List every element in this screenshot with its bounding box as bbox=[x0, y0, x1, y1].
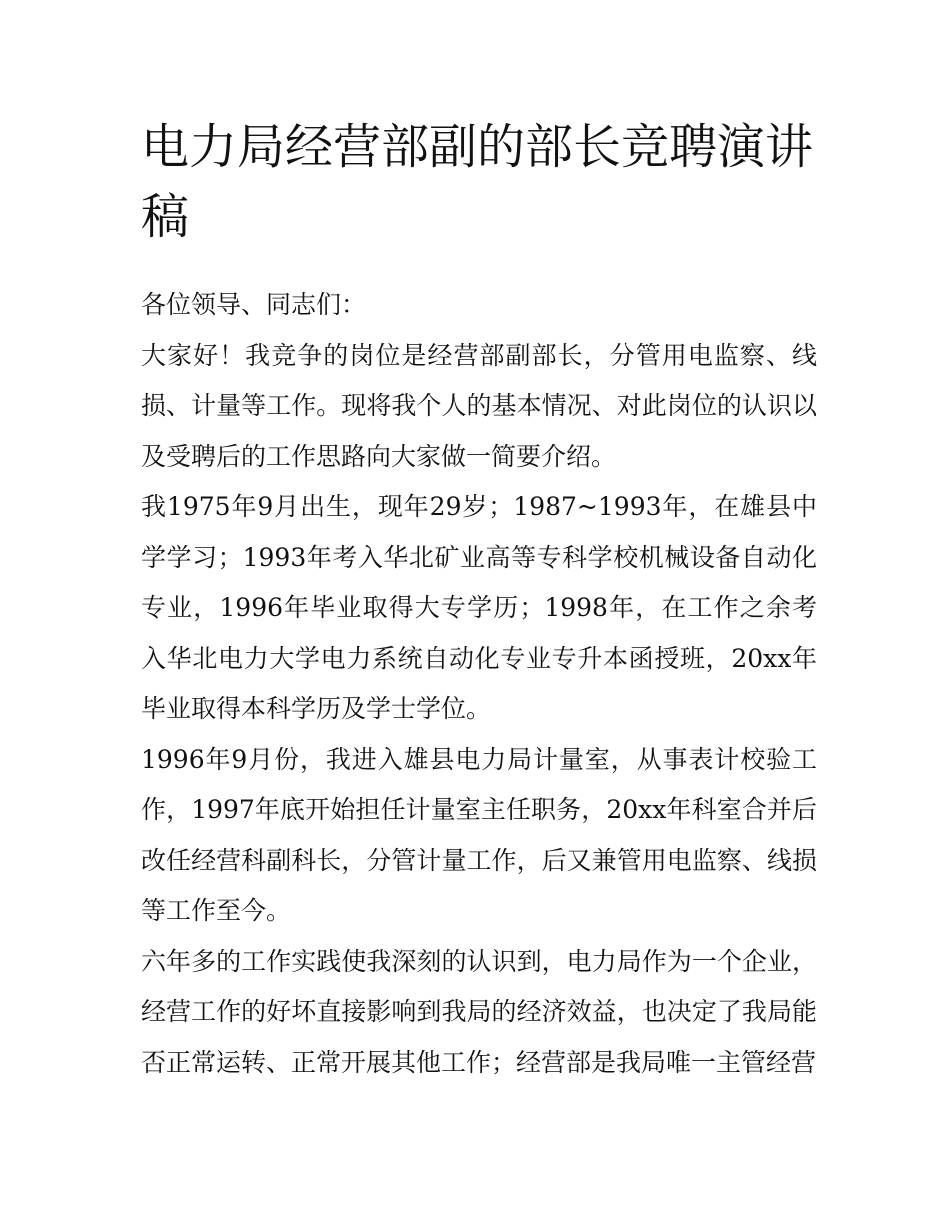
paragraph-education: 我1975年9月出生，现年29岁；1987~1993年，在雄县中学学习；1993年考入华北矿业高等专科学校机械设备自动化专业，1996年毕业取得大专学历；1998年，在工作之余考入华北电力大学电力系统自动化专业专升本函授班，20xx年毕业取得本科学历及学士学位。 bbox=[141, 492, 817, 723]
paragraph-greeting: 各位领导、同志们： bbox=[141, 290, 367, 319]
document-body bbox=[141, 280, 817, 1088]
document-content bbox=[141, 112, 817, 1088]
paragraph-work-history: 1996年9月份，我进入雄县电力局计量室，从事表计校验工作，1997年底开始担任计量室主任职务，20xx年科室合并后改任经营科副科长，分管计量工作，后又兼管用电监察、线损等工作至今。 bbox=[141, 744, 817, 925]
document-title: 电力局经营部副的部长竞聘演讲稿 bbox=[141, 119, 814, 245]
paragraph-introduction: 大家好！我竞争的岗位是经营部副部长，分管用电监察、线损、计量等工作。现将我个人的基本情况、对此岗位的认识以及受聘后的工作思路向大家做一简要介绍。 bbox=[141, 340, 817, 471]
paragraph-understanding: 六年多的工作实践使我深刻的认识到，电力局作为一个企业，经营工作的好坏直接影响到我局的经济效益，也决定了我局能否正常运转、正常开展其他工作；经营部是我局唯一主管经营 bbox=[141, 946, 817, 1077]
